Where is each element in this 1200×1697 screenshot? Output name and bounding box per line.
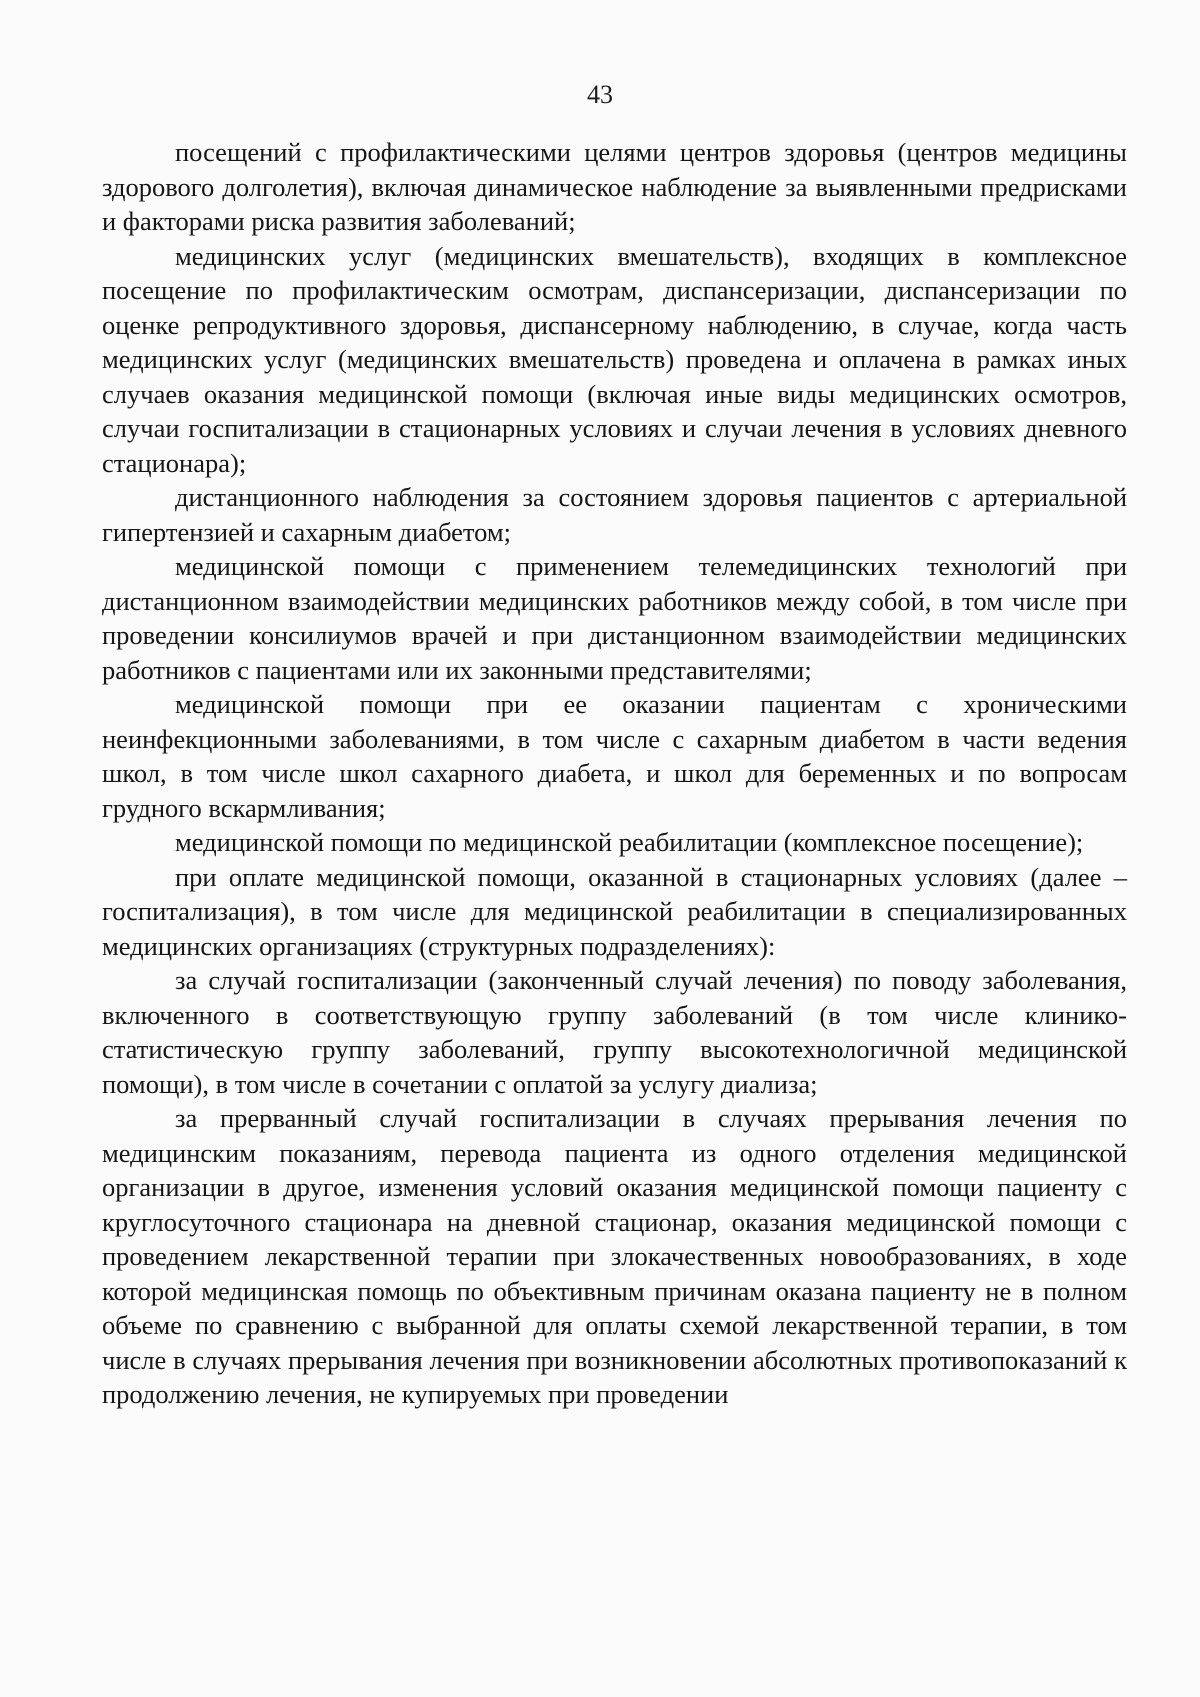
page-number: 43 — [587, 80, 613, 109]
paragraph-telemedicine: медицинской помощи с применением телемедицинских технологий при дистанционном взаимодействии медицинских работников между собой, в том числе при проведении консилиумов врачей и при дистанционном взаимодействии медицинских работников с пациентами или их законными представителями; — [102, 551, 1127, 685]
paragraph-preventive-visits: посещений с профилактическими целями центров здоровья (центров медицины здорового долголетия), включая динамическое наблюдение за выявленными предрисками и факторами риска развития заболеваний; — [102, 137, 1127, 236]
paragraph-remote-monitoring: дистанционного наблюдения за состоянием здоровья пациентов с артериальной гипертензией и сахарным диабетом; — [102, 482, 1127, 547]
paragraph-medical-services-complex-visit: медицинских услуг (медицинских вмешательств), входящих в комплексное посещение по профилактическим осмотрам, диспансеризации, диспансеризации по оценке репродуктивного здоровья, диспансерному наблюдению, в случае, когда часть медицинских услуг (медицинских вмешательств) проведена и оплачена в рамках иных случаев оказания медицинской помощи (включая иные виды медицинских осмотров, случаи госпитализации в стационарных условиях и случаи лечения в условиях дневного стационара); — [102, 240, 1127, 478]
document-body — [102, 135, 1127, 1412]
paragraph-inpatient-payment: при оплате медицинской помощи, оказанной в стационарных условиях (далее – госпитализация), в том числе для медицинской реабилитации в специализированных медицинских организациях (структурных подразделениях): — [102, 861, 1127, 961]
paragraph-hospitalization-case: за случай госпитализации (законченный случай лечения) по поводу заболевания, включенного в соответствующую группу заболеваний (в том числе клинико-статистическую группу заболеваний, группу высокотехнологичной медицинской помощи), в том числе в сочетании с оплатой за услугу диализа; — [102, 965, 1127, 1099]
paragraph-rehabilitation: медицинской помощи по медицинской реабилитации (комплексное посещение); — [175, 827, 1084, 857]
paragraph-chronic-diseases-schools: медицинской помощи при ее оказании пациентам с хроническими неинфекционными заболеваниями, в том числе с сахарным диабетом в части ведения школ, в том числе школ сахарного диабета, и школ для беременных и по вопросам грудного вскармливания; — [102, 689, 1127, 823]
paragraph-interrupted-hospitalization: за прерванный случай госпитализации в случаях прерывания лечения по медицинским показаниям, перевода пациента из одного отделения медицинской организации в другое, изменения условий оказания медицинской помощи пациенту с круглосуточного стационара на дневной стационар, оказания медицинской помощи с проведением лекарственной терапии при злокачественных новообразованиях, в ходе которой медицинская помощь по объективным причинам оказана пациенту не в полном объеме по сравнению с выбранной для оплаты схемой лекарственной терапии, в том числе в случаях прерывания лечения при возникновении абсолютных противопоказаний к продолжению лечения, не купируемых при проведении — [102, 1103, 1127, 1409]
